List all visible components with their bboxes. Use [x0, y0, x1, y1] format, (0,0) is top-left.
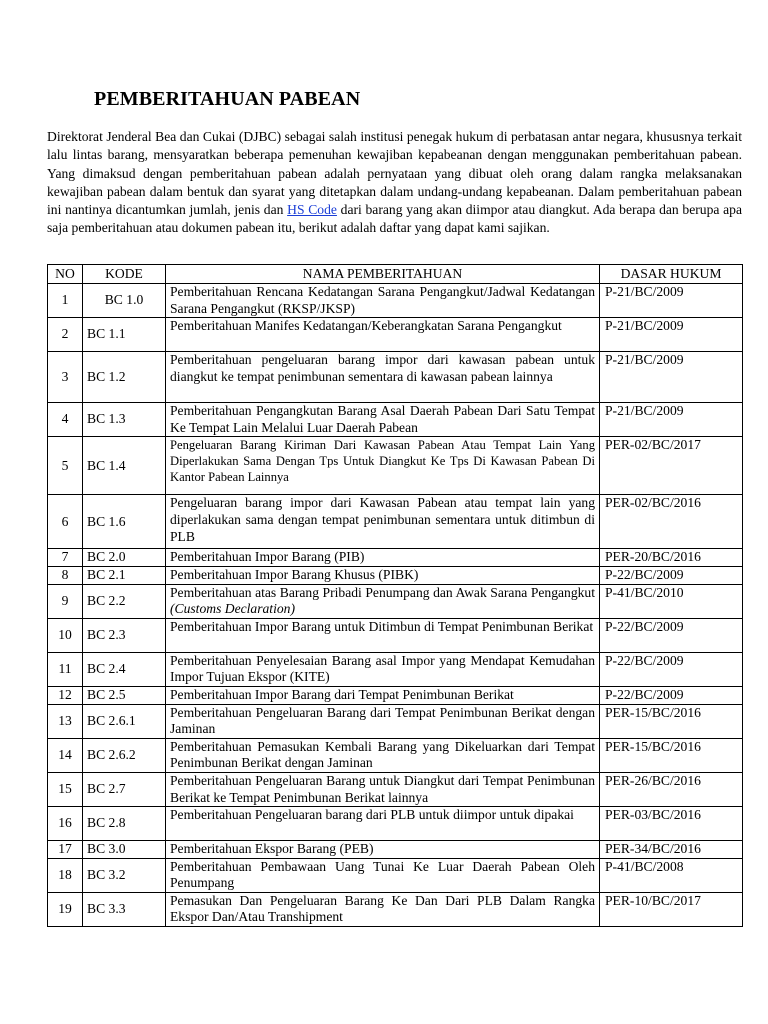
header-no: NO [48, 265, 83, 284]
row-nama: Pemberitahuan Impor Barang dari Tempat Penimbunan Berikat [166, 686, 600, 704]
row-kode: BC 2.6.1 [83, 704, 166, 738]
row-no: 18 [48, 858, 83, 892]
row-dasar-hukum: PER-34/BC/2016 [600, 841, 743, 859]
table-row [48, 704, 743, 738]
row-no: 6 [48, 495, 83, 549]
row-no: 17 [48, 841, 83, 859]
table-row [48, 437, 743, 495]
row-no: 10 [48, 618, 83, 652]
row-dasar-hukum: P-21/BC/2009 [600, 284, 743, 318]
row-kode: BC 3.2 [83, 858, 166, 892]
row-kode: BC 3.3 [83, 892, 166, 926]
row-dasar-hukum: PER-15/BC/2016 [600, 704, 743, 738]
row-kode: BC 2.6.2 [83, 738, 166, 772]
table-row [48, 495, 743, 549]
row-kode: BC 3.0 [83, 841, 166, 859]
row-no: 11 [48, 652, 83, 686]
row-nama: Pemberitahuan Pengeluaran Barang dari Tempat Penimbunan Berikat dengan Jaminan [166, 704, 600, 738]
header-dasar-hukum: DASAR HUKUM [600, 265, 743, 284]
row-dasar-hukum: P-22/BC/2009 [600, 652, 743, 686]
header-nama: NAMA PEMBERITAHUAN [166, 265, 600, 284]
row-dasar-hukum: P-21/BC/2009 [600, 318, 743, 352]
row-kode: BC 1.2 [83, 352, 166, 403]
row-no: 12 [48, 686, 83, 704]
table-row [48, 738, 743, 772]
row-no: 1 [48, 284, 83, 318]
row-nama: Pengeluaran Barang Kiriman Dari Kawasan Pabean Atau Tempat Lain Yang Diperlakukan Sama Dengan Tps Untuk Diangkut Ke Tps Di Kawasan Pabean Di Kantor Pabean Lainnya [166, 437, 600, 495]
row-no: 3 [48, 352, 83, 403]
row-no: 15 [48, 772, 83, 806]
row-nama: Pemberitahuan Penyelesaian Barang asal Impor yang Mendapat Kemudahan Impor Tujuan Ekspor (KITE) [166, 652, 600, 686]
table-row [48, 284, 743, 318]
hs-code-link[interactable]: HS Code [287, 202, 337, 218]
row-dasar-hukum: P-41/BC/2008 [600, 858, 743, 892]
row-dasar-hukum: PER-20/BC/2016 [600, 549, 743, 567]
row-dasar-hukum: P-22/BC/2009 [600, 566, 743, 584]
row-no: 2 [48, 318, 83, 352]
row-kode: BC 1.0 [83, 284, 166, 318]
row-dasar-hukum: PER-10/BC/2017 [600, 892, 743, 926]
row-kode: BC 2.5 [83, 686, 166, 704]
row-dasar-hukum: P-21/BC/2009 [600, 352, 743, 403]
pemberitahuan-table [47, 264, 743, 927]
table-row [48, 807, 743, 841]
row-nama: Pemberitahuan Ekspor Barang (PEB) [166, 841, 600, 859]
row-dasar-hukum: P-22/BC/2009 [600, 686, 743, 704]
table-row [48, 652, 743, 686]
row-no: 7 [48, 549, 83, 567]
row-nama: Pemberitahuan Impor Barang untuk Ditimbun di Tempat Penimbunan Berikat [166, 618, 600, 652]
table-row [48, 858, 743, 892]
row-dasar-hukum: P-41/BC/2010 [600, 584, 743, 618]
page-title: PEMBERITAHUAN PABEAN [94, 88, 361, 110]
row-no: 16 [48, 807, 83, 841]
row-nama [166, 584, 600, 618]
row-no: 5 [48, 437, 83, 495]
row-nama-italic: (Customs Declaration) [170, 601, 295, 617]
row-kode: BC 1.3 [83, 403, 166, 437]
row-kode: BC 1.4 [83, 437, 166, 495]
row-no: 13 [48, 704, 83, 738]
row-kode: BC 2.4 [83, 652, 166, 686]
row-nama: Pemasukan Dan Pengeluaran Barang Ke Dan Dari PLB Dalam Rangka Ekspor Dan/Atau Transhipment [166, 892, 600, 926]
row-no: 19 [48, 892, 83, 926]
row-kode: BC 2.1 [83, 566, 166, 584]
row-nama: Pemberitahuan Pengeluaran barang dari PLB untuk diimpor untuk dipakai [166, 807, 600, 841]
table-row [48, 549, 743, 567]
table-row [48, 584, 743, 618]
table-row [48, 318, 743, 352]
row-no: 9 [48, 584, 83, 618]
row-kode: BC 2.8 [83, 807, 166, 841]
row-nama-text: Pemberitahuan atas Barang Pribadi Penumpang dan Awak Sarana Pengangkut [170, 584, 595, 600]
row-dasar-hukum: PER-15/BC/2016 [600, 738, 743, 772]
row-nama: Pemberitahuan Manifes Kedatangan/Keberangkatan Sarana Pengangkut [166, 318, 600, 352]
intro-text-part1: Direktorat Jenderal Bea dan Cukai (DJBC) sebagai salah institusi penegak hukum di perbatasan antar negara, khususnya terkait lalu lintas barang, mensyaratkan beberapa pemenuhan kewajiban kepabeanan dengan menggunakan pemberitahuan pabean. Yang dimaksud dengan pemberitahuan pabean adalah pernyataan yang dibuat oleh orang dalam rangka melaksanakan kewajiban pabean dalam bentuk dan syarat yang ditetapkan dalam undang-undang kepabeanan. Dalam pemberitahuan pabean ini nantinya dicantumkan jumlah, jenis dan [47, 129, 742, 218]
row-nama: Pemberitahuan Impor Barang Khusus (PIBK) [166, 566, 600, 584]
intro-paragraph [47, 128, 742, 238]
table-row [48, 892, 743, 926]
table-row [48, 686, 743, 704]
row-kode: BC 1.1 [83, 318, 166, 352]
table-row [48, 618, 743, 652]
table-row [48, 352, 743, 403]
row-kode: BC 2.3 [83, 618, 166, 652]
table-row [48, 566, 743, 584]
row-kode: BC 2.7 [83, 772, 166, 806]
row-dasar-hukum: P-22/BC/2009 [600, 618, 743, 652]
row-no: 8 [48, 566, 83, 584]
row-nama: Pemberitahuan pengeluaran barang impor dari kawasan pabean untuk diangkut ke tempat penimbunan sementara di kawasan pabean lainnya [166, 352, 600, 403]
row-nama: Pemberitahuan Pembawaan Uang Tunai Ke Luar Daerah Pabean Oleh Penumpang [166, 858, 600, 892]
intro-text-part2: dari barang yang akan diimpor atau diangkut. Ada berapa dan berupa apa saja pemberitahuan atau dokumen pabean itu, berikut adalah daftar yang dapat kami sajikan. [47, 202, 743, 236]
row-dasar-hukum: PER-03/BC/2016 [600, 807, 743, 841]
row-dasar-hukum: PER-02/BC/2016 [600, 495, 743, 549]
table-row [48, 841, 743, 859]
table-row [48, 772, 743, 806]
row-nama: Pemberitahuan Impor Barang (PIB) [166, 549, 600, 567]
table-row [48, 403, 743, 437]
row-kode: BC 1.6 [83, 495, 166, 549]
row-dasar-hukum: P-21/BC/2009 [600, 403, 743, 437]
header-kode: KODE [83, 265, 166, 284]
row-no: 14 [48, 738, 83, 772]
row-nama: Pemberitahuan Pengangkutan Barang Asal Daerah Pabean Dari Satu Tempat Ke Tempat Lain Melalui Luar Daerah Pabean [166, 403, 600, 437]
row-dasar-hukum: PER-02/BC/2017 [600, 437, 743, 495]
row-kode: BC 2.2 [83, 584, 166, 618]
table-header-row [48, 265, 743, 284]
row-no: 4 [48, 403, 83, 437]
row-nama: Pemberitahuan Pemasukan Kembali Barang yang Dikeluarkan dari Tempat Penimbunan Berikat dengan Jaminan [166, 738, 600, 772]
row-nama: Pengeluaran barang impor dari Kawasan Pabean atau tempat lain yang diperlakukan sama dengan tempat penimbunan sementara untuk ditimbun di PLB [166, 495, 600, 549]
row-kode: BC 2.0 [83, 549, 166, 567]
row-dasar-hukum: PER-26/BC/2016 [600, 772, 743, 806]
row-nama: Pemberitahuan Pengeluaran Barang untuk Diangkut dari Tempat Penimbunan Berikat ke Tempat Penimbunan Berikat lainnya [166, 772, 600, 806]
row-nama: Pemberitahuan Rencana Kedatangan Sarana Pengangkut/Jadwal Kedatangan Sarana Pengangkut (RKSP/JKSP) [166, 284, 600, 318]
